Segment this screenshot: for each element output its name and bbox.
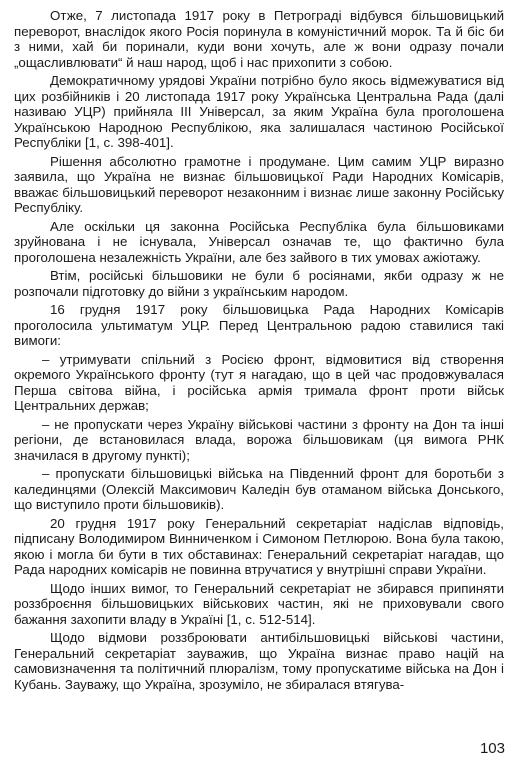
- paragraph: Щодо інших вимог, то Генеральний секретаріат не збирався припиняти роззброєння більшовицьких військових частин, які не приховували свого бажання захопити владу в Україні [1, с. 512-514].: [14, 580, 504, 627]
- paragraph: Рішення абсолютно грамотне і продумане. Цим самим УЦР виразно заявила, що Україна не визнає більшовицької Ради Народних Комісарів, вважає більшовицький переворот незаконним і визнає лише законну Російську Республіку.: [14, 153, 504, 215]
- list-item: – пропускати більшовицькі війська на Південний фронт для боротьби з калединцями (Олексій Максимович Каледін був отаманом війська Донського, що виступило проти більшовиків).: [14, 466, 504, 512]
- document-page: [14, 8, 504, 692]
- list-item: – не пропускати через Україну військові частини з фронту на Дон та інші регіони, де встановилася влада, ворожа більшовикам (ця вимога РНК значилася в другому пункті);: [14, 416, 504, 463]
- list-item: – утримувати спільний з Росією фронт, відмовитися від створення окремого Українського фронту (тут я нагадаю, що в цей час продовжувалася Перша світова війна, і російська армія тримала фронт проти військ Центральних держав;: [14, 351, 504, 413]
- paragraph: Щодо відмови роззброювати антибільшовицькі військові частини, Генеральний секретаріат зауважив, що Україна визнає право націй на самовизначення та політичний плюралізм, тому пропускатиме війська на Дон і Кубань. Зауважу, що Україна, зрозуміло, не збиралася втягува-: [14, 630, 504, 692]
- paragraph: 16 грудня 1917 року більшовицька Рада Народних Комісарів проголосила ультиматум УЦР. Перед Центральною радою ставилися такі вимоги:: [14, 302, 504, 348]
- page-number: 103: [479, 740, 505, 757]
- paragraph: Втім, російські більшовики не були б росіянами, якби одразу ж не розпочали підготовку до війни з українським народом.: [14, 268, 504, 299]
- paragraph: Але оскільки ця законна Російська Республіка була більшовиками зруйнована і не існувала, Універсал означав те, що фактично була проголошена незалежність України, але без зайвого в тих умовах ажіотажу.: [14, 218, 504, 265]
- paragraph: 20 грудня 1917 року Генеральний секретаріат надіслав відповідь, підписану Володимиром Винниченком і Симоном Петлюрою. Вона була такою, якою і могла би бути в тих обставинах: Генеральний секретаріат нагадав, що Рада народних комісарів не повинна втручатися у внутрішні справи України.: [14, 515, 504, 577]
- paragraph: Отже, 7 листопада 1917 року в Петрограді відбувся більшовицький переворот, внаслідок якого Росія поринула в комуністичний морок. Та й біс би з ними, хай би поринали, куди вони хочуть, але ж вони одразу почали „ощасливлювати“ й наш народ, щоб і нас прихопити з собою.: [14, 8, 504, 70]
- paragraph: Демократичному урядові України потрібно було якось відмежуватися від цих розбійників і 20 листопада 1917 року Українська Центральна Рада (далі називаю УЦР) прийняла III Універсал, за яким Україна була проголошена Українською Народною Республікою, яка залишалася частиною Російської Республіки [1, с. 398-401].: [14, 73, 504, 150]
